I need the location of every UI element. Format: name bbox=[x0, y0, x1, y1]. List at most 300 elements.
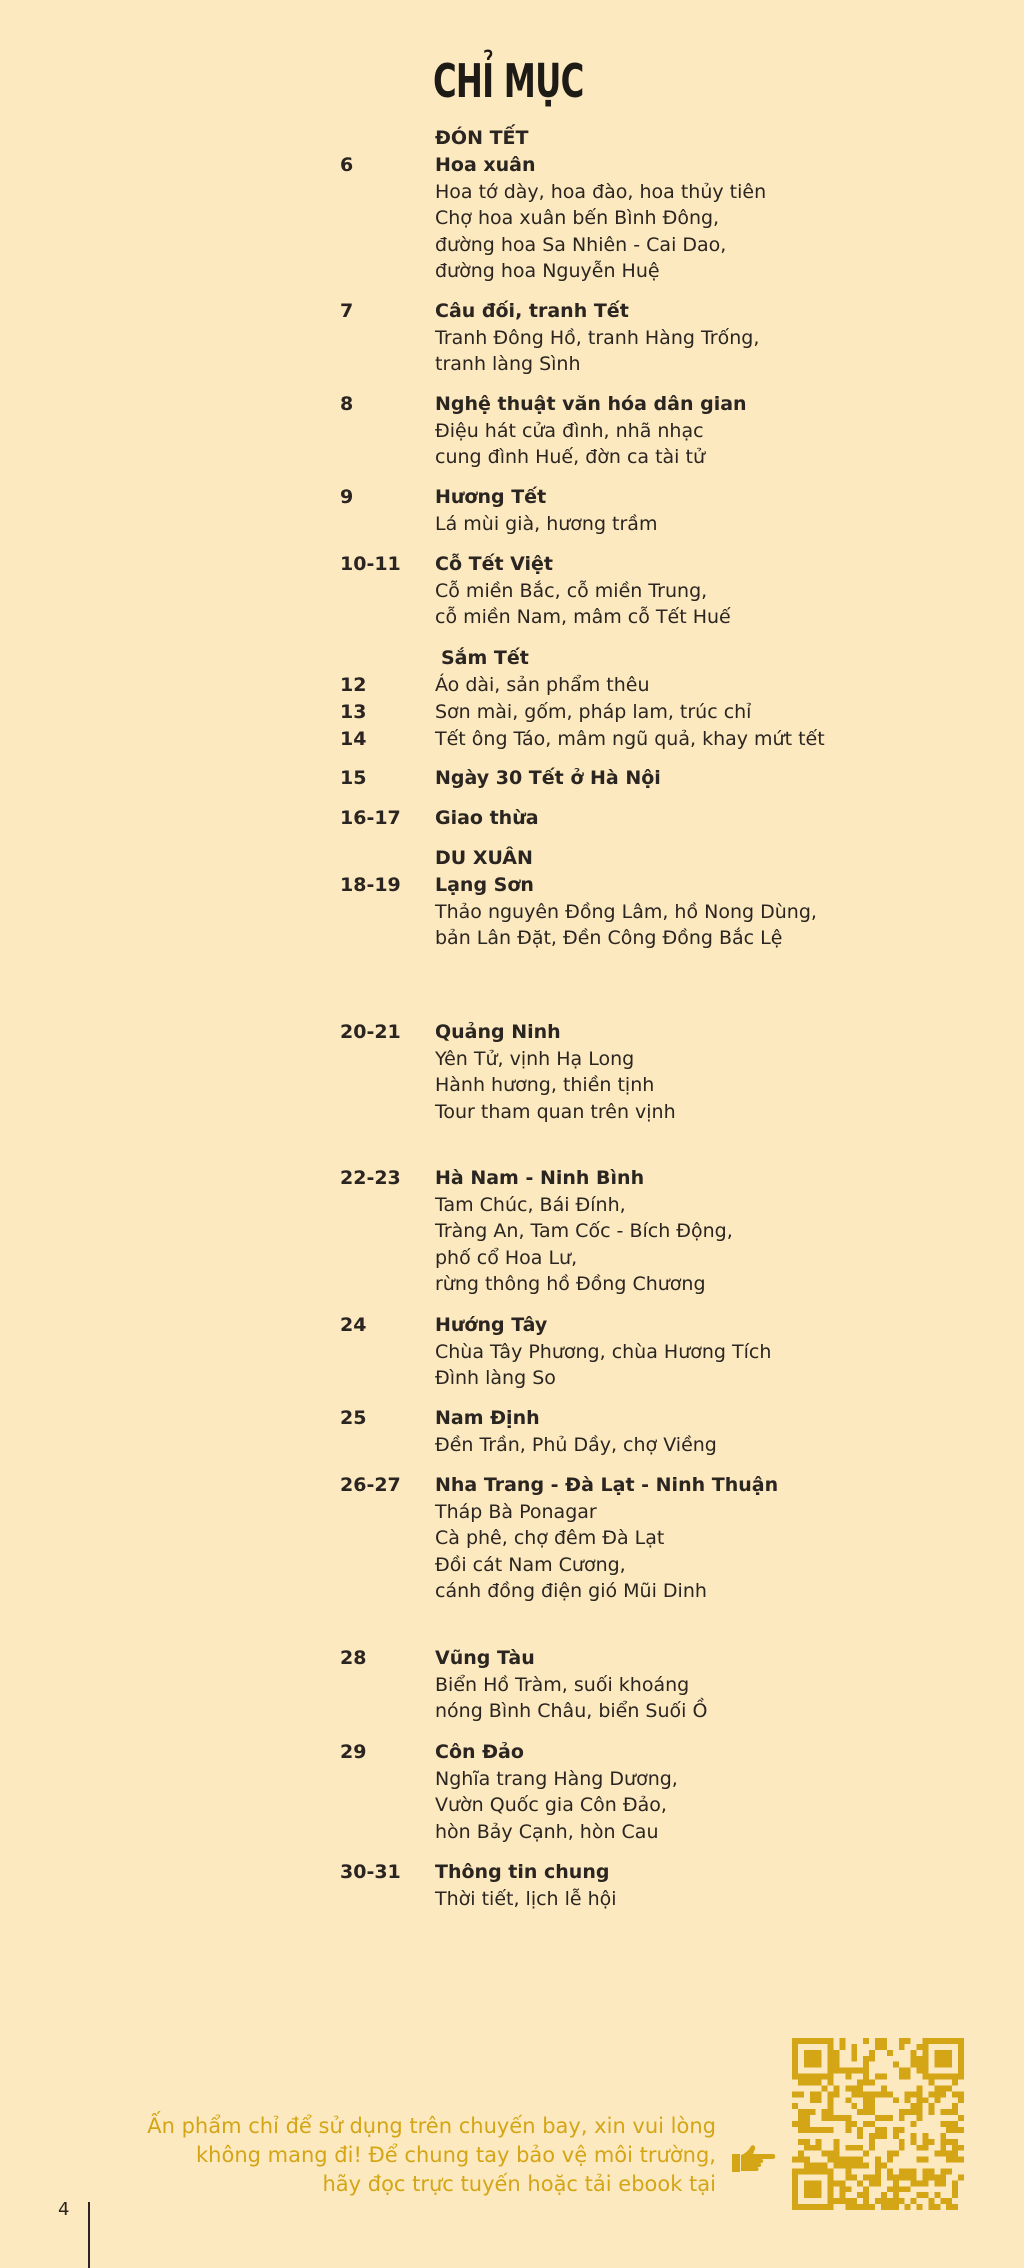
entry-line: Tết ông Táo, mâm ngũ quả, khay mứt tết bbox=[435, 728, 825, 750]
qr-module bbox=[798, 2121, 804, 2127]
qr-module bbox=[845, 2145, 851, 2151]
qr-module bbox=[887, 2186, 893, 2192]
qr-module bbox=[816, 2080, 822, 2086]
qr-module bbox=[869, 2180, 875, 2186]
qr-module bbox=[917, 2103, 923, 2109]
qr-module bbox=[863, 2198, 869, 2204]
entry-page-number: 13 bbox=[340, 701, 367, 723]
qr-module bbox=[810, 2050, 816, 2056]
qr-module bbox=[917, 2180, 923, 2186]
qr-module bbox=[899, 2139, 905, 2145]
qr-module bbox=[798, 2080, 804, 2086]
qr-module bbox=[917, 2204, 923, 2210]
qr-module bbox=[816, 2050, 822, 2056]
entry-line: cánh đồng điện gió Mũi Dinh bbox=[435, 1580, 707, 1603]
entry-line: Tràng An, Tam Cốc - Bích Động, bbox=[435, 1220, 733, 1243]
entry-page-number: 28 bbox=[340, 1647, 367, 1669]
qr-module bbox=[845, 2074, 851, 2080]
qr-module bbox=[863, 2062, 869, 2068]
qr-module bbox=[875, 2115, 881, 2121]
qr-module bbox=[911, 2109, 917, 2115]
qr-module bbox=[905, 2109, 911, 2115]
qr-module bbox=[946, 2050, 952, 2056]
qr-module bbox=[869, 2174, 875, 2180]
page-title: CHỈ MỤC bbox=[433, 54, 584, 108]
qr-module bbox=[851, 2103, 857, 2109]
entry-line: Hoa tớ dày, hoa đào, hoa thủy tiên bbox=[435, 180, 767, 203]
qr-module bbox=[899, 2074, 905, 2080]
qr-module bbox=[887, 2174, 893, 2180]
qr-module bbox=[839, 2163, 845, 2169]
qr-module bbox=[828, 2168, 834, 2174]
qr-module bbox=[917, 2157, 923, 2163]
entry-line: Chợ hoa xuân bến Bình Đông, bbox=[435, 207, 720, 230]
qr-module bbox=[798, 2091, 804, 2097]
qr-module bbox=[863, 2186, 869, 2192]
qr-module bbox=[911, 2050, 917, 2056]
qr-module bbox=[816, 2168, 822, 2174]
qr-module bbox=[899, 2168, 905, 2174]
qr-module bbox=[952, 2139, 958, 2145]
qr-module bbox=[934, 2085, 940, 2091]
qr-module bbox=[851, 2121, 857, 2127]
qr-module bbox=[881, 2163, 887, 2169]
qr-module bbox=[917, 2056, 923, 2062]
qr-module bbox=[911, 2180, 917, 2186]
qr-module bbox=[917, 2115, 923, 2121]
qr-module bbox=[869, 2145, 875, 2151]
qr-module bbox=[940, 2085, 946, 2091]
qr-module bbox=[952, 2186, 958, 2192]
qr-module bbox=[958, 2145, 964, 2151]
qr-module bbox=[839, 2038, 845, 2044]
qr-module bbox=[822, 2115, 828, 2121]
qr-module bbox=[834, 2151, 840, 2157]
qr-module bbox=[828, 2074, 834, 2080]
qr-module bbox=[958, 2127, 964, 2133]
qr-module bbox=[804, 2109, 810, 2115]
qr-module bbox=[928, 2204, 934, 2210]
qr-module bbox=[804, 2145, 810, 2151]
qr-module bbox=[828, 2186, 834, 2192]
qr-module bbox=[899, 2038, 905, 2044]
entry-line: Hành hương, thiền tịnh bbox=[435, 1074, 655, 1097]
entry-line: nóng Bình Châu, biển Suối Ồ bbox=[435, 1700, 708, 1723]
qr-module bbox=[816, 2091, 822, 2097]
qr-module bbox=[934, 2091, 940, 2097]
qr-module bbox=[922, 2062, 928, 2068]
qr-module bbox=[952, 2145, 958, 2151]
qr-module bbox=[934, 2174, 940, 2180]
qr-code[interactable] bbox=[792, 2038, 964, 2210]
qr-module bbox=[834, 2050, 840, 2056]
qr-module bbox=[952, 2180, 958, 2186]
entry-line: hòn Bảy Cạnh, hòn Cau bbox=[435, 1820, 659, 1843]
qr-module bbox=[875, 2163, 881, 2169]
section-label: DU XUÂN bbox=[435, 847, 533, 869]
qr-module bbox=[828, 2127, 834, 2133]
qr-module bbox=[881, 2091, 887, 2097]
qr-module bbox=[845, 2097, 851, 2103]
qr-module bbox=[834, 2198, 840, 2204]
qr-module bbox=[911, 2139, 917, 2145]
qr-module bbox=[863, 2121, 869, 2127]
qr-module bbox=[922, 2139, 928, 2145]
qr-module bbox=[875, 2133, 881, 2139]
entry-title: Lạng Sơn bbox=[435, 874, 534, 896]
qr-module bbox=[946, 2121, 952, 2127]
qr-module bbox=[834, 2139, 840, 2145]
qr-module bbox=[893, 2192, 899, 2198]
qr-module bbox=[857, 2127, 863, 2133]
qr-module bbox=[893, 2133, 899, 2139]
qr-module bbox=[934, 2056, 940, 2062]
qr-module bbox=[893, 2180, 899, 2186]
qr-module bbox=[798, 2074, 804, 2080]
qr-module bbox=[798, 2204, 804, 2210]
qr-module bbox=[863, 2091, 869, 2097]
qr-module bbox=[828, 2204, 834, 2210]
qr-module bbox=[940, 2056, 946, 2062]
qr-module bbox=[839, 2198, 845, 2204]
qr-module bbox=[940, 2174, 946, 2180]
qr-module bbox=[810, 2168, 816, 2174]
qr-module bbox=[940, 2074, 946, 2080]
qr-module bbox=[899, 2145, 905, 2151]
qr-module bbox=[792, 2180, 798, 2186]
entry-title: Côn Đảo bbox=[435, 1741, 524, 1763]
qr-module bbox=[792, 2050, 798, 2056]
qr-module bbox=[922, 2050, 928, 2056]
entry-page-number: 7 bbox=[340, 300, 354, 322]
qr-module bbox=[940, 2038, 946, 2044]
qr-module bbox=[828, 2056, 834, 2062]
qr-module bbox=[828, 2157, 834, 2163]
entry-line: Biển Hồ Tràm, suối khoáng bbox=[435, 1673, 690, 1696]
sub-section-title: Sắm Tết bbox=[441, 647, 529, 669]
qr-module bbox=[917, 2109, 923, 2115]
qr-module bbox=[792, 2174, 798, 2180]
qr-module bbox=[905, 2038, 911, 2044]
qr-module bbox=[917, 2062, 923, 2068]
qr-module bbox=[863, 2097, 869, 2103]
qr-module bbox=[940, 2139, 946, 2145]
qr-module bbox=[792, 2157, 798, 2163]
qr-module bbox=[810, 2097, 816, 2103]
qr-module bbox=[922, 2145, 928, 2151]
entry-line: Đình làng So bbox=[435, 1367, 556, 1390]
qr-module bbox=[911, 2174, 917, 2180]
qr-module bbox=[863, 2192, 869, 2198]
qr-module bbox=[851, 2068, 857, 2074]
qr-module bbox=[928, 2198, 934, 2204]
entry-line: đường hoa Sa Nhiên - Cai Dao, bbox=[435, 233, 727, 256]
qr-module bbox=[905, 2091, 911, 2097]
qr-module bbox=[857, 2163, 863, 2169]
qr-module bbox=[881, 2198, 887, 2204]
qr-module bbox=[792, 2038, 798, 2044]
qr-module bbox=[816, 2180, 822, 2186]
qr-module bbox=[839, 2068, 845, 2074]
qr-module bbox=[792, 2091, 798, 2097]
entry-line: Lá mùi già, hương trầm bbox=[435, 512, 658, 535]
qr-module bbox=[828, 2091, 834, 2097]
qr-module bbox=[928, 2139, 934, 2145]
qr-module bbox=[887, 2198, 893, 2204]
qr-module bbox=[952, 2091, 958, 2097]
qr-module bbox=[804, 2050, 810, 2056]
qr-module bbox=[851, 2050, 857, 2056]
qr-module bbox=[940, 2145, 946, 2151]
qr-module bbox=[922, 2168, 928, 2174]
qr-module bbox=[922, 2056, 928, 2062]
qr-module bbox=[845, 2157, 851, 2163]
qr-module bbox=[958, 2174, 964, 2180]
qr-module bbox=[828, 2192, 834, 2198]
entry-page-number: 20-21 bbox=[340, 1021, 401, 1043]
qr-module bbox=[851, 2056, 857, 2062]
qr-module bbox=[851, 2163, 857, 2169]
entry-title: Giao thừa bbox=[435, 807, 539, 829]
qr-module bbox=[816, 2186, 822, 2192]
qr-module bbox=[798, 2127, 804, 2133]
qr-module bbox=[881, 2038, 887, 2044]
qr-module bbox=[875, 2198, 881, 2204]
qr-module bbox=[952, 2151, 958, 2157]
qr-module bbox=[905, 2068, 911, 2074]
entry-line: Đồi cát Nam Cương, bbox=[435, 1553, 626, 1576]
qr-module bbox=[798, 2168, 804, 2174]
qr-module bbox=[869, 2109, 875, 2115]
qr-module bbox=[893, 2174, 899, 2180]
qr-module bbox=[863, 2068, 869, 2074]
qr-module bbox=[952, 2121, 958, 2127]
qr-module bbox=[875, 2091, 881, 2097]
qr-module bbox=[887, 2168, 893, 2174]
qr-module bbox=[792, 2198, 798, 2204]
entry-line: Tháp Bà Ponagar bbox=[435, 1500, 597, 1523]
qr-module bbox=[816, 2097, 822, 2103]
entry-line: Nghĩa trang Hàng Dương, bbox=[435, 1767, 678, 1790]
qr-module bbox=[845, 2163, 851, 2169]
qr-module bbox=[934, 2204, 940, 2210]
qr-module bbox=[839, 2192, 845, 2198]
qr-module bbox=[911, 2062, 917, 2068]
qr-module bbox=[798, 2115, 804, 2121]
qr-module bbox=[863, 2038, 869, 2044]
entry-page-number: 22-23 bbox=[340, 1167, 401, 1189]
entry-line: Tranh Đông Hồ, tranh Hàng Trống, bbox=[435, 326, 760, 349]
qr-module bbox=[810, 2127, 816, 2133]
qr-module bbox=[851, 2044, 857, 2050]
qr-module bbox=[798, 2109, 804, 2115]
qr-module bbox=[893, 2198, 899, 2204]
qr-module bbox=[887, 2091, 893, 2097]
entry-line: tranh làng Sình bbox=[435, 353, 581, 376]
entry-title: Nghệ thuật văn hóa dân gian bbox=[435, 393, 747, 415]
qr-module bbox=[810, 2074, 816, 2080]
qr-module bbox=[958, 2050, 964, 2056]
qr-module bbox=[875, 2180, 881, 2186]
qr-module bbox=[804, 2056, 810, 2062]
qr-module bbox=[857, 2068, 863, 2074]
qr-module bbox=[946, 2056, 952, 2062]
qr-module bbox=[834, 2115, 840, 2121]
qr-module bbox=[810, 2091, 816, 2097]
entry-page-number: 8 bbox=[340, 393, 354, 415]
qr-module bbox=[828, 2115, 834, 2121]
qr-module bbox=[798, 2038, 804, 2044]
entry-title: Hướng Tây bbox=[435, 1314, 548, 1336]
qr-module bbox=[804, 2127, 810, 2133]
qr-module bbox=[881, 2085, 887, 2091]
qr-module bbox=[828, 2151, 834, 2157]
qr-module bbox=[869, 2103, 875, 2109]
qr-module bbox=[958, 2091, 964, 2097]
qr-module bbox=[922, 2133, 928, 2139]
qr-module bbox=[940, 2198, 946, 2204]
qr-module bbox=[828, 2080, 834, 2086]
qr-module bbox=[922, 2157, 928, 2163]
qr-module bbox=[845, 2198, 851, 2204]
qr-module bbox=[946, 2168, 952, 2174]
entry-line: Tour tham quan trên vịnh bbox=[435, 1100, 676, 1123]
entry-page-number: 9 bbox=[340, 486, 354, 508]
entry-page-number: 16-17 bbox=[340, 807, 401, 829]
page-divider bbox=[88, 2202, 90, 2268]
qr-module bbox=[857, 2192, 863, 2198]
qr-module bbox=[857, 2157, 863, 2163]
qr-module bbox=[905, 2204, 911, 2210]
qr-module bbox=[863, 2080, 869, 2086]
qr-module bbox=[887, 2204, 893, 2210]
qr-module bbox=[905, 2168, 911, 2174]
qr-module bbox=[917, 2068, 923, 2074]
entry-title: Hương Tết bbox=[435, 486, 547, 508]
entry-line: Vườn Quốc gia Côn Đảo, bbox=[435, 1794, 667, 1817]
qr-module bbox=[881, 2044, 887, 2050]
qr-module bbox=[845, 2174, 851, 2180]
footer-line: Ấn phẩm chỉ để sử dụng trên chuyến bay, xin vui lòng bbox=[147, 2114, 716, 2138]
qr-module bbox=[958, 2044, 964, 2050]
qr-module bbox=[911, 2056, 917, 2062]
qr-module bbox=[834, 2180, 840, 2186]
qr-module bbox=[940, 2062, 946, 2068]
qr-module bbox=[851, 2204, 857, 2210]
qr-module bbox=[893, 2204, 899, 2210]
qr-module bbox=[792, 2192, 798, 2198]
qr-module bbox=[887, 2050, 893, 2056]
qr-module bbox=[911, 2133, 917, 2139]
qr-module bbox=[881, 2133, 887, 2139]
qr-module bbox=[928, 2174, 934, 2180]
qr-module bbox=[810, 2204, 816, 2210]
qr-module bbox=[875, 2168, 881, 2174]
qr-module bbox=[905, 2097, 911, 2103]
qr-module bbox=[869, 2204, 875, 2210]
qr-module bbox=[875, 2044, 881, 2050]
page-number: 4 bbox=[58, 2199, 70, 2220]
qr-module bbox=[816, 2139, 822, 2145]
qr-module bbox=[893, 2151, 899, 2157]
qr-module bbox=[940, 2180, 946, 2186]
entry-line: Cỗ miền Bắc, cỗ miền Trung, bbox=[435, 579, 708, 602]
qr-module bbox=[816, 2038, 822, 2044]
qr-module bbox=[798, 2139, 804, 2145]
qr-module bbox=[822, 2151, 828, 2157]
qr-module bbox=[958, 2038, 964, 2044]
qr-module bbox=[828, 2097, 834, 2103]
qr-module bbox=[946, 2198, 952, 2204]
qr-module bbox=[845, 2085, 851, 2091]
qr-module bbox=[851, 2091, 857, 2097]
qr-module bbox=[952, 2192, 958, 2198]
qr-module bbox=[869, 2139, 875, 2145]
qr-module bbox=[946, 2151, 952, 2157]
qr-module bbox=[834, 2163, 840, 2169]
qr-module bbox=[822, 2109, 828, 2115]
entry-page-number: 24 bbox=[340, 1314, 367, 1336]
qr-module bbox=[946, 2204, 952, 2210]
qr-module bbox=[869, 2080, 875, 2086]
qr-module bbox=[822, 2085, 828, 2091]
entry-line: rừng thông hồ Đồng Chương bbox=[435, 1273, 706, 1296]
qr-module bbox=[911, 2198, 917, 2204]
qr-module bbox=[810, 2186, 816, 2192]
qr-module bbox=[804, 2192, 810, 2198]
qr-module bbox=[899, 2198, 905, 2204]
qr-module bbox=[816, 2163, 822, 2169]
qr-module bbox=[881, 2127, 887, 2133]
qr-module bbox=[804, 2038, 810, 2044]
qr-module bbox=[934, 2151, 940, 2157]
qr-module bbox=[928, 2168, 934, 2174]
qr-module bbox=[792, 2103, 798, 2109]
qr-module bbox=[875, 2074, 881, 2080]
entry-title: Ngày 30 Tết ở Hà Nội bbox=[435, 767, 661, 789]
entry-line: bản Lân Đặt, Đền Công Đồng Bắc Lệ bbox=[435, 927, 783, 950]
entry-line: Yên Tử, vịnh Hạ Long bbox=[435, 1047, 635, 1070]
qr-module bbox=[934, 2050, 940, 2056]
qr-module bbox=[881, 2192, 887, 2198]
qr-module bbox=[917, 2145, 923, 2151]
qr-module bbox=[834, 2085, 840, 2091]
qr-module bbox=[952, 2204, 958, 2210]
qr-module bbox=[828, 2068, 834, 2074]
qr-module bbox=[887, 2115, 893, 2121]
qr-module bbox=[899, 2127, 905, 2133]
entry-page-number: 14 bbox=[340, 728, 367, 750]
qr-module bbox=[857, 2091, 863, 2097]
qr-module bbox=[952, 2074, 958, 2080]
qr-module bbox=[810, 2080, 816, 2086]
entry-line: Điệu hát cửa đình, nhã nhạc bbox=[435, 419, 704, 442]
qr-module bbox=[869, 2091, 875, 2097]
qr-module bbox=[798, 2151, 804, 2157]
qr-module bbox=[928, 2109, 934, 2115]
entry-page-number: 25 bbox=[340, 1407, 367, 1429]
qr-module bbox=[845, 2186, 851, 2192]
entry-title: Nam Định bbox=[435, 1407, 540, 1429]
qr-module bbox=[816, 2127, 822, 2133]
qr-module bbox=[792, 2056, 798, 2062]
qr-module bbox=[792, 2204, 798, 2210]
qr-module bbox=[946, 2109, 952, 2115]
qr-module bbox=[917, 2091, 923, 2097]
qr-module bbox=[810, 2163, 816, 2169]
qr-module bbox=[911, 2103, 917, 2109]
qr-module bbox=[834, 2091, 840, 2097]
